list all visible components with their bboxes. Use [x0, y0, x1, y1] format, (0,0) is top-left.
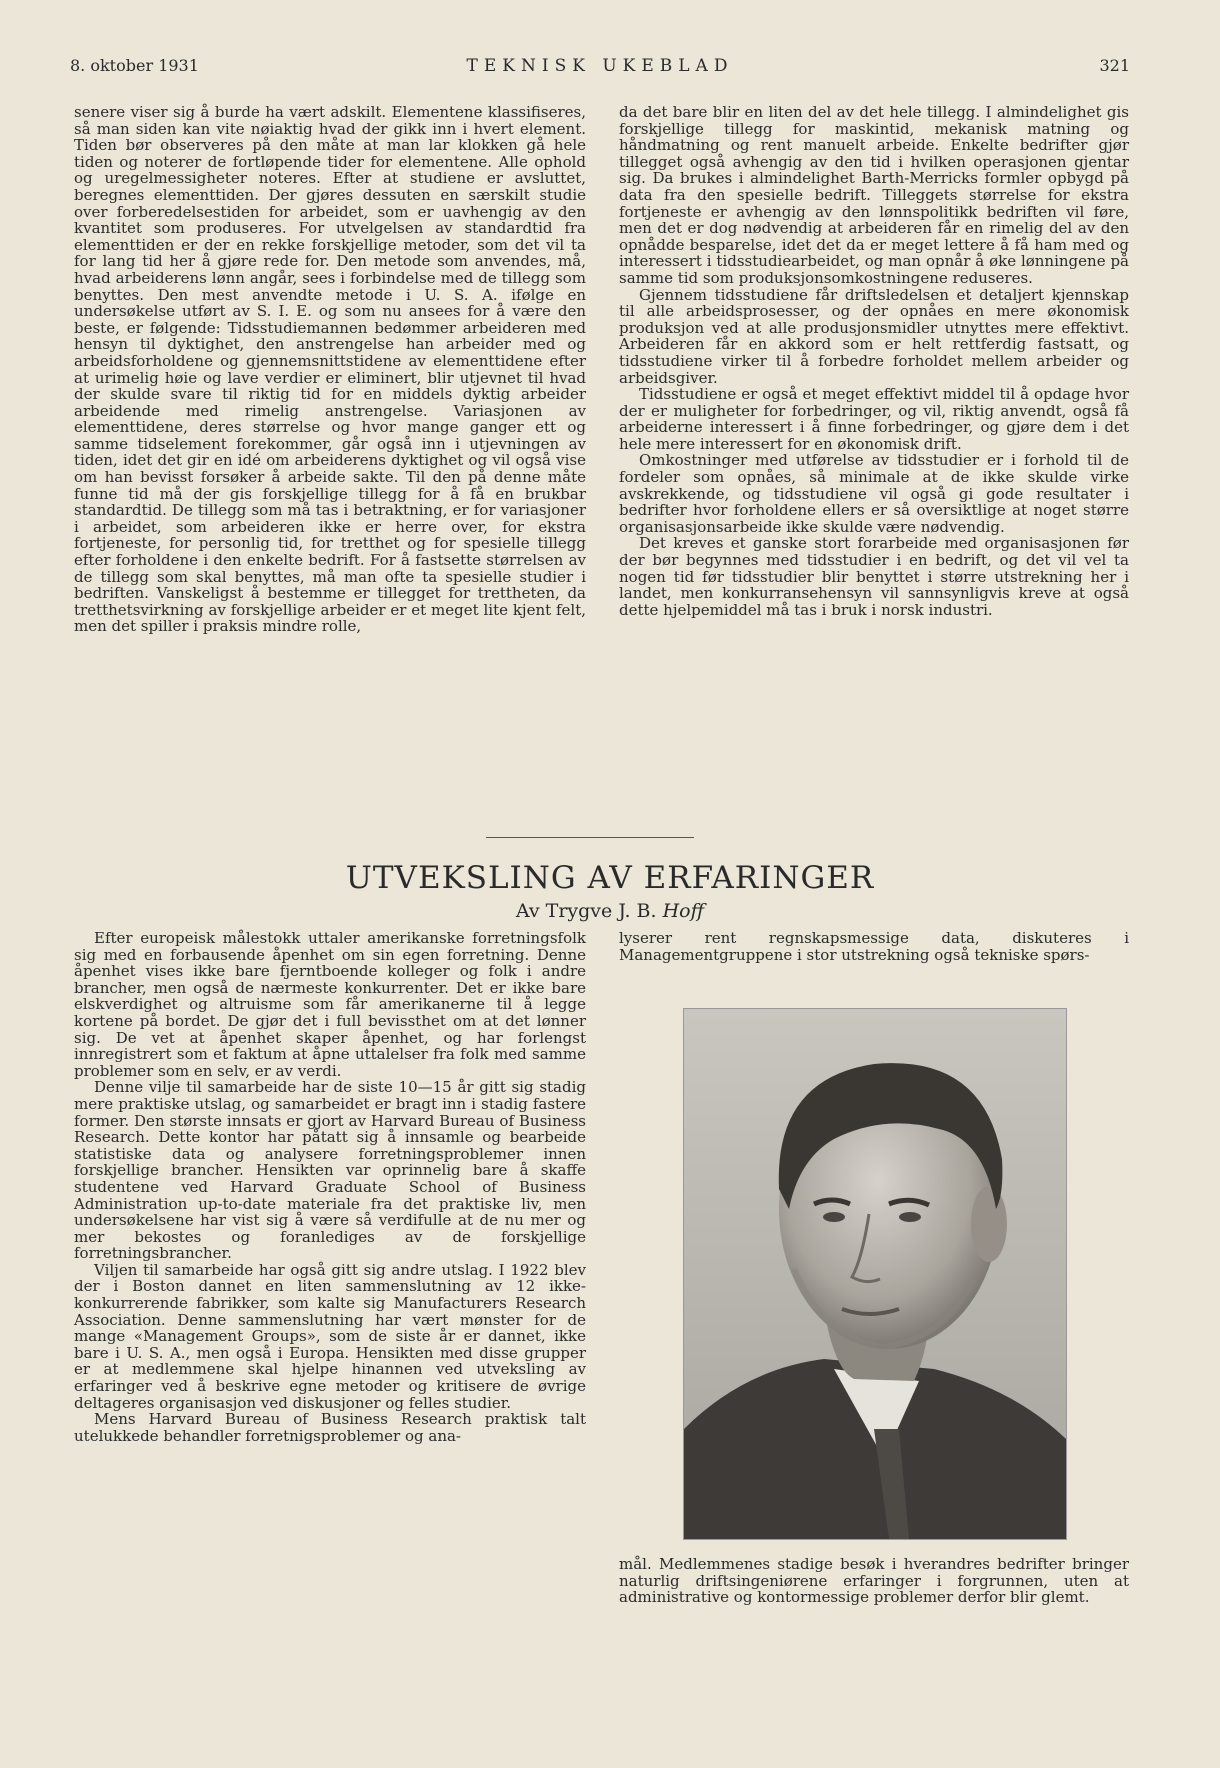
- article-byline: [0, 900, 1220, 922]
- paragraph: Mens Harvard Bureau of Business Research praktisk talt utelukkede behandler forretnigsproblemer og ana-: [74, 1410, 586, 1445]
- section-divider: [486, 837, 694, 838]
- paragraph: senere viser sig å burde ha vært adskilt. Elementene klassifiseres, så man siden kan vite nøiaktig hvad der gikk inn i hvert element. Tiden bør observeres på den måte at man lar klokken gå hele tiden og noterer de fortløpende tider for elementene. Alle ophold og uregelmessigheter noteres. Efter at studiene er avsluttet, beregnes elementtiden. Der gjøres dessuten en særskilt studie over forberedelsestiden for arbeidet, som er uavhengig av den kvantitet som produseres. For utvelgelsen av standardtid fra elementtiden er der en rekke forskjellige metoder, som det vil ta for lang tid her å gjøre rede for. Den metode som anvendes, må, hvad arbeiderens lønn angår, sees i forbindelse med de tillegg som benyttes. Den mest anvendte metode i U. S. A. ifølge en undersøkelse utført av S. I. E. og som nu ansees for å være den beste, er følgende: Tidsstudiemannen bedømmer arbeideren med hensyn til dyktighet, den anstrengelse han arbeider med og arbeidsforholdene og gjennemsnittstidene av elementtidene efter at urimelig høie og lave verdier er eliminert, blir utjevnet til hvad der skulde svare til riktig tid for en middels dyktig arbeider arbeidende med rimelig anstrengelse. Variasjonen av elementtidene, deres størrelse og hvor mange ganger ett og samme tidselement forekommer, går også inn i utjevningen av tiden, idet det gir en idé om arbeiderens dyktighet og vil også vise om han bevisst forsøker å arbeide sakte. Til den på denne måte funne tid må der gis forskjellige tillegg for å få en brukbar standardtid. De tillegg som må tas i betraktning, er for variasjoner i arbeidet, som arbeideren ikke er herre over, for ekstra fortjeneste, for personlig tid, for tretthet og for spesielle tillegg efter forholdene i den enkelte bedrift. For å fastsette størrelsen av de tillegg som skal benyttes, må man ofte ta spesielle studier i bedriften. Vanskeligst å bestemme er tillegget for trettheten, da tretthetsvirkning av forskjellige arbeider er et meget lite kjent felt, men det spiller i praksis mindre rolle,: [74, 103, 586, 636]
- bottom-right-column-top: [619, 930, 1129, 963]
- bottom-left-column: [74, 930, 586, 1444]
- byline-author-name: Hoff: [662, 900, 705, 922]
- byline-prefix: Av Trygve J. B.: [515, 900, 657, 922]
- paragraph: Denne vilje til samarbeide har de siste 10—15 år gitt sig stadig mere praktiske utslag, og samarbeidet er bragt inn i stadig fastere former. Den største innsats er gjort av Harvard Bureau of Business Research. Dette kontor har påtatt sig å innsamle og bearbeide statistiske data og analysere forretningsproblemer innen forskjellige brancher. Hensikten var oprinnelig bare å skaffe studentene ved Harvard Graduate School of Business Administration up-to-date materiale fra det praktiske liv, men undersøkelsene har vist sig å være så verdifulle at de nu mer og mer bekostes og foranlediges av de forskjellige forretningsbrancher.: [74, 1078, 586, 1263]
- paragraph: Tidsstudiene er også et meget effektivt middel til å opdage hvor der er muligheter for forbedringer, og vil, riktig anvendt, også få arbeiderne interessert i å finne forbedringer, og gjøre dem i det hele mere interessert for en økonomisk drift.: [619, 385, 1129, 453]
- paragraph: lyserer rent regnskapsmessige data, diskuteres i Managementgruppene i stor utstrekning også tekniske spørs-: [619, 929, 1129, 964]
- top-left-column: [74, 104, 586, 635]
- bottom-right-column-bottom: [619, 1556, 1129, 1606]
- paragraph: Det kreves et ganske stort forarbeide med organisasjonen før der bør begynnes med tidsstudier i en bedrift, og det vil vel ta nogen tid før tidsstudier blir benyttet i større utstrekning her i landet, men konkurransehensyn vil sannsynligvis kreve at også dette hjelpemiddel må tas i bruk i norsk industri.: [619, 534, 1129, 619]
- header-page-number: 321: [1099, 56, 1130, 75]
- portrait-image: [684, 1009, 1066, 1539]
- running-header: [70, 56, 1130, 82]
- paragraph: Viljen til samarbeide har også gitt sig andre utslag. I 1922 blev der i Boston dannet en liten sammenslutning av 12 ikke-konkurrerende fabrikker, som kalte sig Manufacturers Research Association. Denne sammenslutning har vært mønster for de mange «Management Groups», som de siste år er dannet, ikke bare i U. S. A., men også i Europa. Hensikten med disse grupper er at medlemmene skal hjelpe hinannen ved utveksling av erfaringer ved å beskrive egne metoder og kritisere de øvrige deltageres organisasjon ved diskusjoner og felles studier.: [74, 1260, 586, 1412]
- header-journal-title: TEKNISK UKEBLAD: [466, 56, 734, 76]
- header-date: 8. oktober 1931: [70, 56, 199, 75]
- author-portrait-photo: [683, 1008, 1067, 1540]
- paragraph: Omkostninger med utførelse av tidsstudier er i forhold til de fordeler som opnåes, så minimale at de ikke skulde virke avskrekkende, og tidsstudiene vil også gi gode resultater i bedrifter hvor forholdene ellers er så oversiktlige at noget større organisasjonsarbeide ikke skulde være nødvendig.: [619, 451, 1129, 536]
- paragraph: Gjennem tidsstudiene får driftsledelsen et detaljert kjennskap til alle arbeidsprosesser, og der opnåes en mere økonomisk produksjon ved at alle produsjonsmidler utnyttes mere effektivt. Arbeideren får en akkord som er helt rettferdig fastsatt, og tidsstudiene virker til å forbedre forholdet mellem arbeider og arbeidsgiver.: [619, 285, 1129, 387]
- article-title: UTVEKSLING AV ERFARINGER: [345, 860, 875, 896]
- top-right-column: [619, 104, 1129, 618]
- paragraph: Efter europeisk målestokk uttaler amerikanske forretningsfolk sig med en forbausende åpenhet om sin egen forretning. Denne åpenhet vises ikke bare fjerntboende kolleger og folk i andre brancher, men også de nærmeste konkurrenter. Det er ikke bare elskverdighet og altruisme som får amerikanerne til å legge kortene på bordet. De gjør det i full bevissthet om at det lønner sig. De vet at åpenhet skaper åpenhet, og har forlengst innregistrert som et faktum at åpne uttalelser fra folk med samme problemer som en selv, er av verdi.: [74, 929, 586, 1080]
- paragraph: mål. Medlemmenes stadige besøk i hverandres bedrifter bringer naturlig driftsingeniørene erfaringer i forgrunnen, uten at administrative og kontormessige problemer derfor blir glemt.: [619, 1555, 1129, 1607]
- paragraph: da det bare blir en liten del av det hele tillegg. I almindelighet gis forskjellige tillegg for maskintid, mekanisk matning og håndmatning og rent manuelt arbeide. Enkelte bedrifter gjør tillegget også avhengig av den tid i hvilken operasjonen gjentar sig. Da brukes i almindelighet Barth-Merricks formler opbygd på data fra den spesielle bedrift. Tilleggets størrelse for ekstra fortjeneste er avhengig av den lønnspolitikk bedriften vil føre, men det er dog nødvendig at arbeideren får en rimelig del av den opnådde besparelse, idet det da er meget lettere å få ham med og interessert i tidsstudiearbeidet, og man opnår å øke lønningene på samme tid som produksjonsomkostningene reduseres.: [619, 103, 1129, 287]
